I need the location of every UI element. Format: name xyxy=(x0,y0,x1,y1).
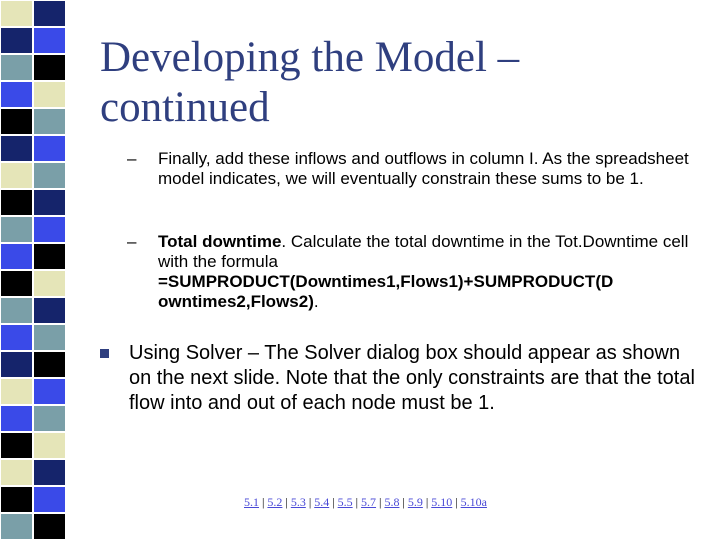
stripe-block xyxy=(33,513,66,540)
stripe-block xyxy=(33,243,66,270)
nav-separator: | xyxy=(399,495,408,509)
title-line-2: continued xyxy=(100,84,270,131)
nav-link-5-1[interactable]: 5.1 xyxy=(244,495,259,509)
slide-title xyxy=(100,33,700,133)
nav-link-5-10[interactable]: 5.10 xyxy=(431,495,453,509)
stripe-block xyxy=(33,432,66,459)
formula-end: . xyxy=(313,292,319,311)
stripe-block xyxy=(0,162,33,189)
stripe-block xyxy=(33,486,66,513)
total-downtime-description: . Calculate the total downtime in the Tot.Downtime cell with the formula xyxy=(158,232,689,271)
slide-navigation xyxy=(244,495,487,509)
stripe-block xyxy=(0,432,33,459)
stripe-block xyxy=(33,27,66,54)
nav-link-5-8[interactable]: 5.8 xyxy=(384,495,400,509)
sub-bullet-text xyxy=(158,232,697,312)
stripe-block xyxy=(0,378,33,405)
stripe-block xyxy=(0,405,33,432)
stripe-block xyxy=(0,243,33,270)
stripe-block xyxy=(0,0,33,27)
main-bullet xyxy=(100,341,700,416)
total-downtime-label: Total downtime xyxy=(158,232,282,251)
sub-bullet-2 xyxy=(127,232,697,312)
stripe-block xyxy=(33,324,66,351)
nav-separator: | xyxy=(259,495,268,509)
nav-separator: | xyxy=(376,495,385,509)
stripe-block xyxy=(0,216,33,243)
nav-separator: | xyxy=(329,495,338,509)
title-line-1: Developing the Model – xyxy=(100,34,520,81)
stripe-block xyxy=(0,297,33,324)
nav-link-5-2[interactable]: 5.2 xyxy=(267,495,283,509)
stripe-block xyxy=(0,27,33,54)
nav-separator: | xyxy=(352,495,362,509)
stripe-block xyxy=(33,162,66,189)
nav-separator: | xyxy=(282,495,291,509)
stripe-block xyxy=(0,459,33,486)
stripe-block xyxy=(33,270,66,297)
stripe-block xyxy=(33,378,66,405)
stripe-block xyxy=(33,297,66,324)
stripe-block xyxy=(33,54,66,81)
dash-marker: – xyxy=(127,232,137,251)
stripe-block xyxy=(0,270,33,297)
stripe-block xyxy=(0,513,33,540)
nav-link-5-5[interactable]: 5.5 xyxy=(337,495,353,509)
nav-separator: | xyxy=(452,495,461,509)
stripe-block xyxy=(0,324,33,351)
stripe-block xyxy=(0,54,33,81)
formula-line-1: =SUMPRODUCT(Downtimes1,Flows1)+SUMPRODUCT(D xyxy=(158,272,614,291)
stripe-block xyxy=(33,405,66,432)
stripe-block xyxy=(0,108,33,135)
stripe-block xyxy=(0,135,33,162)
stripe-block xyxy=(33,216,66,243)
sub-bullet-1 xyxy=(127,149,697,189)
square-bullet-icon xyxy=(100,349,109,358)
stripe-block xyxy=(33,189,66,216)
dash-marker: – xyxy=(127,149,137,168)
stripe-block xyxy=(0,351,33,378)
decorative-stripe xyxy=(0,0,66,540)
stripe-block xyxy=(0,81,33,108)
nav-separator: | xyxy=(422,495,432,509)
nav-link-5-9[interactable]: 5.9 xyxy=(407,495,423,509)
sub-bullet-text: Finally, add these inflows and outflows in column I. As the spreadsheet model indicates, we will eventually constrain these sums to be 1. xyxy=(158,149,689,188)
stripe-block xyxy=(33,135,66,162)
stripe-block xyxy=(33,81,66,108)
stripe-block xyxy=(33,0,66,27)
nav-separator: | xyxy=(305,495,315,509)
nav-link-5-7[interactable]: 5.7 xyxy=(361,495,377,509)
stripe-block xyxy=(0,486,33,513)
stripe-block xyxy=(0,189,33,216)
stripe-block xyxy=(33,459,66,486)
formula-line-2: owntimes2,Flows2) xyxy=(158,292,314,311)
main-bullet-text: Using Solver – The Solver dialog box should appear as shown on the next slide. Note that the only constraints are that the total flow into and out of each node must be 1. xyxy=(129,342,695,414)
stripe-block xyxy=(33,351,66,378)
stripe-block xyxy=(33,108,66,135)
nav-link-5-3[interactable]: 5.3 xyxy=(290,495,306,509)
nav-link-5-4[interactable]: 5.4 xyxy=(314,495,330,509)
nav-link-5-10a[interactable]: 5.10a xyxy=(460,495,487,509)
